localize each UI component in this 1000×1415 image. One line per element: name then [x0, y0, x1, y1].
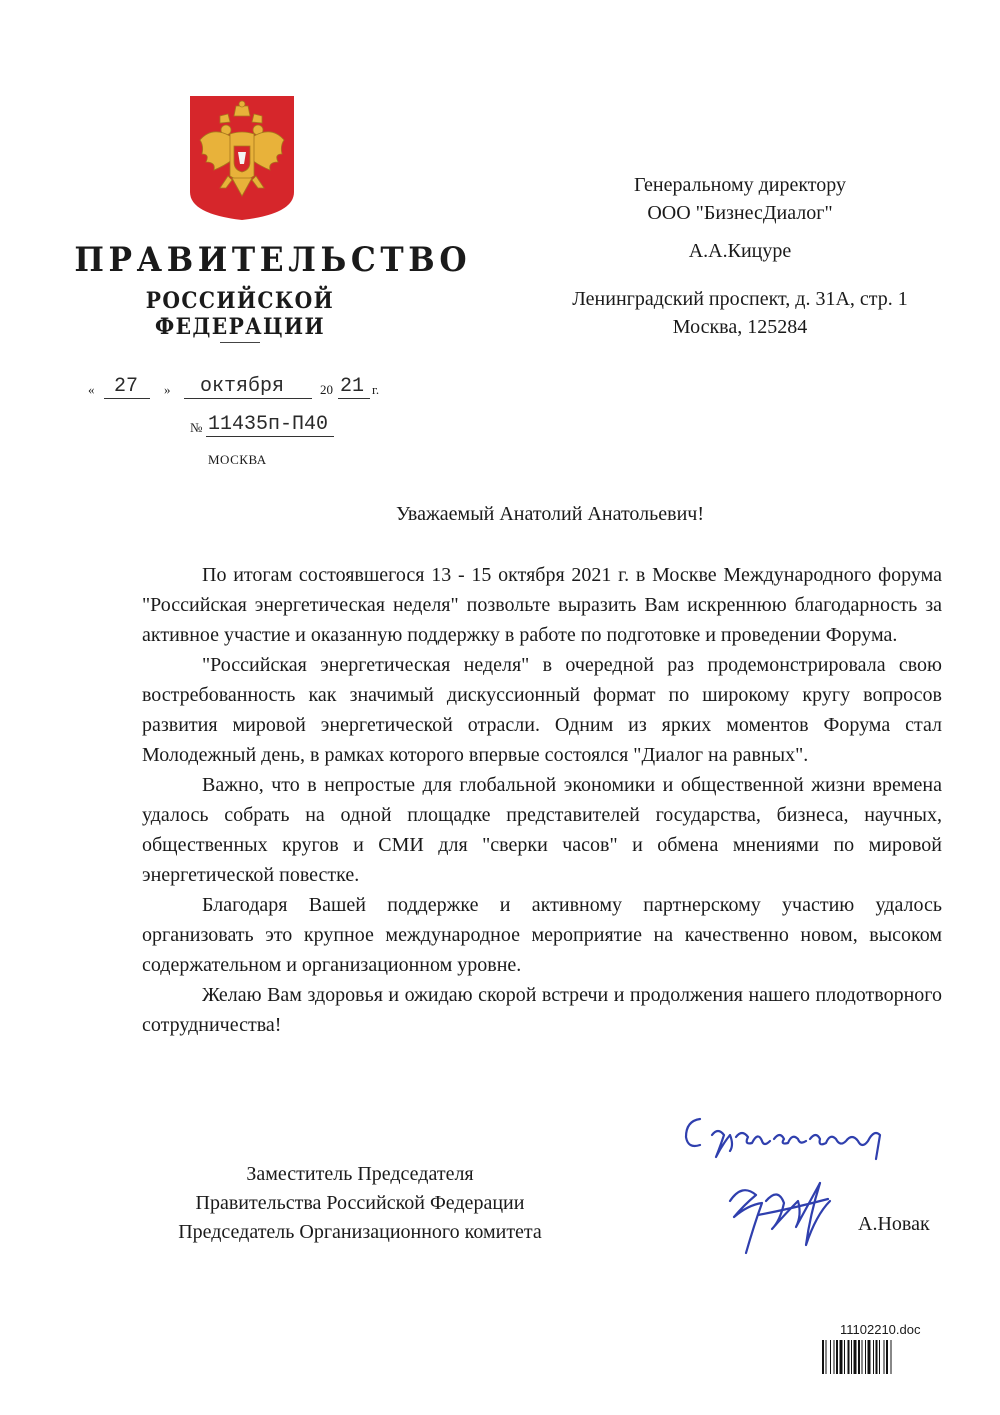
registration-date — [88, 370, 388, 402]
position-line: Заместитель Председателя — [246, 1163, 474, 1185]
addressee-name: А.А.Кицуре — [688, 240, 792, 262]
number-underline — [206, 436, 334, 437]
year-suffix: 21 — [340, 375, 365, 398]
addressee-company: ООО "БизнесДиалог" — [647, 202, 833, 224]
day-underline — [104, 398, 150, 399]
number-sign: № — [190, 420, 203, 435]
quote-open: « — [88, 382, 95, 397]
government-title: ПРАВИТЕЛЬСТВО — [74, 240, 472, 280]
addressee-position: Генеральному директору — [633, 174, 847, 196]
position-line: Председатель Организационного комитета — [178, 1221, 542, 1243]
coat-of-arms-icon — [190, 96, 294, 220]
divider — [220, 342, 260, 343]
letter-body — [142, 560, 942, 1040]
month-underline — [184, 398, 312, 399]
year-unit: г. — [372, 382, 380, 397]
date-day: 27 — [114, 375, 139, 398]
handwritten-signature — [670, 1105, 910, 1275]
quote-close: » — [164, 382, 171, 397]
paragraph: Важно, что в непростые для глобальной экономики и общественной жизни времена удалось собрать на одной площадке представителей государства, бизнеса, научных, общественных кругов и СМИ для "сверки часов" и обмена мнениями по мировой энергетической повестке. — [142, 774, 942, 886]
address-street: Ленинградский проспект, д. 31А, стр. 1 — [572, 288, 908, 310]
address-city: Москва, 125284 — [672, 316, 808, 338]
signatory-name: А.Новак — [858, 1213, 930, 1235]
year-prefix: 20 — [320, 382, 333, 397]
position-line: Правительства Российской Федерации — [195, 1192, 525, 1214]
government-subtitle: РОССИЙСКОЙ ФЕДЕРАЦИИ — [145, 288, 335, 340]
paragraph: "Российская энергетическая неделя" в очередной раз продемонстрировала свою востребованность как значимый дискуссионный формат по широкому кругу вопросов развития мировой энергетической отрасли. Одним из ярких моментов Форума стал Молодежный день, в рамках которого впервые состоялся "Диалог на равных". — [142, 654, 942, 766]
paragraph: Желаю Вам здоровья и ожидаю скорой встречи и продолжения нашего плодотворного сотрудничества! — [142, 984, 942, 1036]
year-underline — [338, 398, 370, 399]
paragraph: По итогам состоявшегося 13 - 15 октября 2021 г. в Москве Международного форума "Российская энергетическая неделя" позвольте выразить Вам искреннюю благодарность за активное участие и оказанную поддержку в работе по подготовке и проведении Форума. — [142, 564, 942, 646]
city-label: МОСКВА — [208, 452, 267, 467]
registration-number — [190, 410, 390, 440]
paragraph: Благодаря Вашей поддержке и активному партнерскому участию удалось организовать это крупное международное мероприятие на качественно новом, высоком содержательном и организационном уровне. — [142, 894, 942, 976]
date-month: октября — [200, 375, 285, 398]
document-code: 11102210.doc — [840, 1322, 921, 1337]
salutation: Уважаемый Анатолий Анатольевич! — [396, 503, 704, 525]
number-value: 11435п-П40 — [208, 413, 329, 436]
barcode-icon — [822, 1340, 928, 1374]
signatory-position — [130, 1160, 590, 1247]
